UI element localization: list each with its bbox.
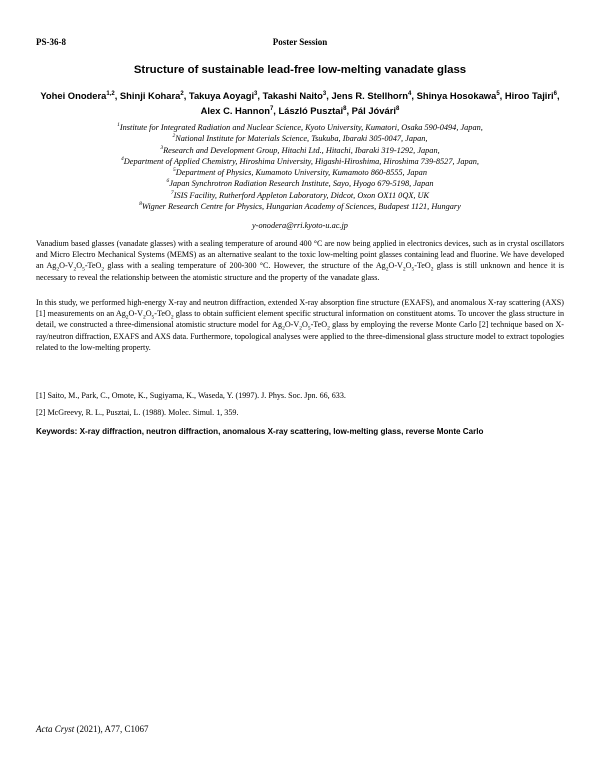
author-name: Pál Jóvári [351, 105, 396, 116]
text-run: O [145, 309, 152, 319]
affiliation-text: ISIS Facility, Rutherford Appleton Laboratory, Didcot, Oxon OX11 0QX, UK [173, 190, 430, 200]
session-label: Poster Session [272, 37, 328, 47]
affiliation [30, 167, 570, 178]
affiliation-text: Department of Applied Chemistry, Hiroshima University, Higashi-Hiroshima, Hiroshima 739-8527, Japan, [123, 156, 479, 166]
formula-subscript: 5 [151, 314, 155, 321]
author-name: Hiroo Tajiri [504, 90, 554, 101]
author-affiliation-mark: 4 [408, 90, 412, 97]
affiliation [30, 145, 570, 156]
affiliation-text: Institute for Integrated Radiation and Nuclear Science, Kyoto University, Kumatori, Osaka 590-0494, Japan, [119, 123, 483, 132]
author-list: Yohei Onodera$^{1,2}$, Shinji Kohara$^2$, Takuya Aoyagi$^3$, Takashi Naito$^3$, Jens R. Stellhorn$^4$, Shinya Hosokawa$^5$, Hiroo Tajiri$^6$, Alex C. Hannon$^7$, László Pusztai$^8$, Pál Jóvári$^8$ [40, 90, 560, 116]
formula-subscript: 2 [327, 326, 330, 333]
affiliation-text: Wigner Research Centre for Physics, Hungarian Academy of Sciences, Budapest 1121, Hungary [141, 202, 461, 212]
formula-subscript: 2 [430, 267, 434, 274]
keywords: Keywords: X-ray diffraction, neutron diffraction, anomalous X-ray scattering, low-melting glass, reverse Monte Carlo [36, 427, 484, 436]
journal-footer [36, 724, 149, 734]
text-run: -TeO [310, 320, 328, 330]
formula-subscript: 5 [411, 267, 415, 274]
author [352, 105, 400, 116]
formula-subscript: 5 [82, 267, 85, 274]
affiliation-number: 5 [173, 167, 176, 174]
formula-subscript: 2 [299, 326, 302, 333]
text-run: O-V [128, 309, 143, 319]
body-paragraph-2 [36, 297, 564, 353]
text-run: -TeO [414, 261, 431, 271]
affiliation-text: Research and Development Group, Hitachi Ltd., Hitachi, Ibaraki 319-1292, Japan, [163, 145, 440, 155]
formula-subscript: 2 [402, 267, 406, 274]
author [331, 90, 411, 101]
author-affiliation-mark: 2 [180, 90, 184, 97]
affiliation-text: Department of Physics, Kumamoto University, Kumamoto 860-8555, Japan [175, 168, 427, 178]
author-affiliation-mark: 5 [496, 90, 500, 97]
text-run: O-V [284, 320, 300, 330]
affiliation [30, 133, 570, 144]
text-run: Vanadium based glasses (vanadate glasses) with a sealing temperature of around 400 °C are now being applied in electronics devices, such as in crystal oscillators and Micro Electro Mechanical Systems (MEMS) as an alternative sealant to the toxic low-melting point glasses containing lead and fluorine. We have developed an Ag [36, 239, 564, 271]
formula-subscript: 2 [125, 314, 129, 321]
author [279, 105, 347, 116]
author [263, 90, 327, 101]
author [417, 90, 500, 101]
journal-citation: (2021), A77, C1067 [74, 724, 149, 734]
author-name: Shinji Kohara [119, 90, 181, 101]
affiliation-list [30, 122, 570, 212]
author-name: Yohei Onodera [40, 90, 107, 101]
author-name: László Pusztai [278, 105, 344, 116]
author-name: Jens R. Stellhorn [331, 90, 409, 101]
affiliation [30, 190, 570, 201]
author-name: Alex C. Hannon [200, 105, 270, 116]
contact-email: y-onodera@rri.kyoto-u.ac.jp [252, 221, 348, 230]
affiliation-number: 2 [172, 133, 176, 140]
paper-title: Structure of sustainable lead-free low-melting vanadate glass [133, 64, 467, 76]
author-name: Takuya Aoyagi [188, 90, 255, 101]
author [189, 90, 257, 101]
text-run: glass with a sealing temperature of 200-300 °C. However, the structure of the Ag [104, 261, 386, 271]
text-run: glass by employing the reverse Monte Carlo [2] technique based on X-ray/neutron diffraction, EXAFS and AXS data. Furthermore, topological analyses were applied to the three-dimensional glass structure model to extract topologies related to the low-melting property. [36, 320, 564, 352]
affiliation-number: 7 [170, 190, 174, 197]
reference-1: [1] Saito, M., Park, C., Omote, K., Sugiyama, K., Waseda, Y. (1997). J. Phys. Soc. Jpn. 66, 633. [36, 391, 346, 400]
author [201, 105, 274, 116]
reference-2: [2] McGreevy, R. L., Pusztai, L. (1988). Molec. Simul. 1, 359. [36, 408, 239, 417]
author-name: Takashi Naito [262, 90, 323, 101]
affiliation [30, 156, 570, 167]
affiliation-number: 3 [160, 144, 164, 151]
author [120, 90, 184, 101]
affiliation [30, 201, 570, 212]
text-run: In this study, we performed high-energy X-ray and neutron diffraction, extended X-ray absorption fine structure (EXAFS), and anomalous X-ray scattering (AXS) [1] measurements on an Ag [36, 298, 564, 319]
body-paragraph-1 [36, 238, 564, 283]
author-affiliation-mark: 8 [395, 105, 400, 112]
text-run: O [301, 320, 308, 330]
text-run: -TeO [154, 309, 171, 319]
text-run: O-V [59, 261, 74, 271]
formula-subscript: 5 [307, 326, 311, 333]
formula-subscript: 2 [142, 314, 146, 321]
affiliation [30, 178, 570, 189]
text-run: glass to obtain sufficient element specific structural information on constituent atoms. To uncover the glass structure in detail, we constructed a three-dimensional atomistic structure model for Ag [36, 309, 564, 330]
formula-subscript: 2 [56, 267, 60, 274]
formula-subscript: 2 [101, 267, 105, 274]
formula-subscript: 2 [73, 267, 77, 274]
journal-name: Acta Cryst [36, 724, 75, 734]
author [505, 90, 557, 101]
formula-subscript: 2 [170, 314, 174, 321]
author-affiliation-mark: 3 [322, 90, 327, 97]
text-run: O [405, 261, 412, 271]
affiliation-number: 8 [139, 201, 142, 208]
text-run: glass is still unknown and hence it is necessary to reveal the relationship between the atomistic structure and the property of the vanadate glass. [36, 261, 565, 282]
author [40, 90, 114, 101]
affiliation-text: National Institute for Materials Science, Tsukuba, Ibaraki 305-0047, Japan, [175, 134, 428, 144]
affiliation-number: 1 [117, 122, 120, 129]
affiliation-text: Japan Synchrotron Radiation Research Institute, Sayo, Hyogo 679-5198, Japan [169, 179, 434, 189]
affiliation [30, 122, 570, 133]
text-run: O-V [388, 261, 403, 271]
formula-subscript: 2 [282, 326, 285, 333]
text-run: -TeO [84, 261, 102, 271]
affiliation-number: 6 [166, 178, 170, 185]
affiliation-number: 4 [121, 156, 124, 163]
text-run: O [76, 261, 83, 271]
author-affiliation-mark: 1,2 [106, 90, 115, 97]
author-affiliation-mark: 6 [553, 90, 558, 97]
poster-id: PS-36-8 [36, 37, 66, 47]
author-affiliation-mark: 7 [269, 105, 274, 112]
formula-subscript: 2 [385, 267, 389, 274]
author-affiliation-mark: 3 [254, 90, 258, 97]
author-affiliation-mark: 8 [343, 105, 347, 112]
author-name: Shinya Hosokawa [416, 90, 497, 101]
